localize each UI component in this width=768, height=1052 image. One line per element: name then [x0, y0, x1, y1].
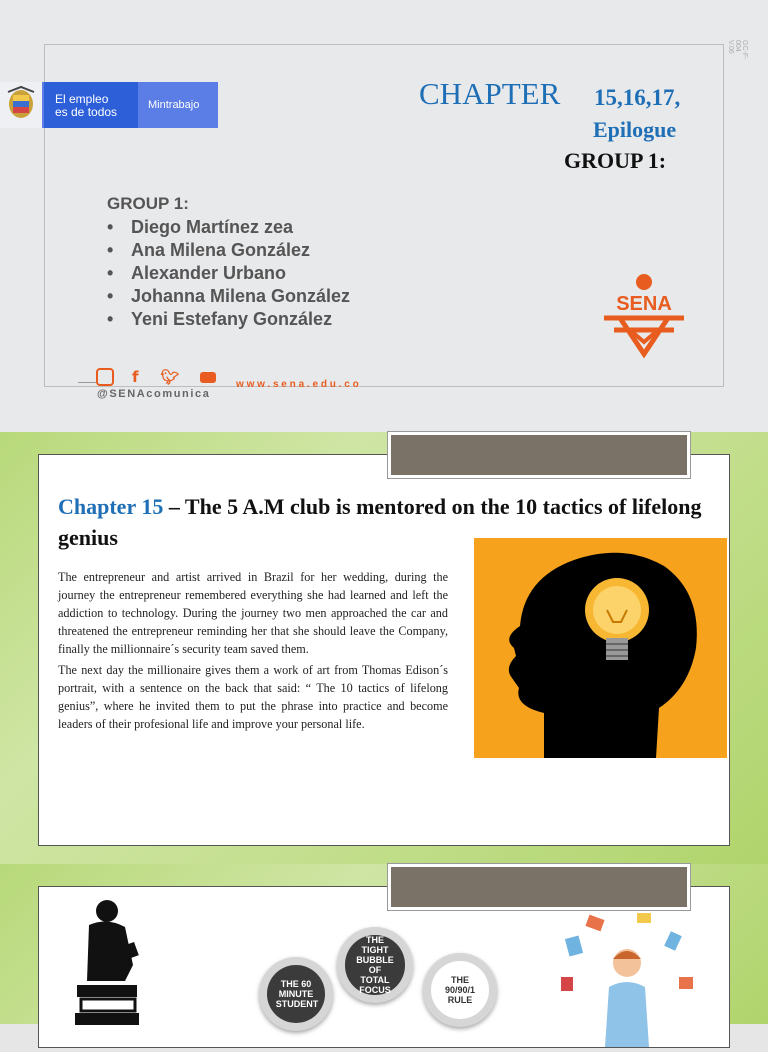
ministry-label: Mintrabajo — [148, 99, 200, 111]
chapter-word: CHAPTER — [419, 76, 561, 111]
divider — [78, 382, 96, 383]
chapter-numbers: 15,16,17, — [594, 85, 681, 110]
epilogue-label: Epilogue — [593, 117, 677, 142]
meditation-image — [547, 907, 707, 1047]
member-item: • Diego Martínez zea — [107, 216, 350, 239]
sena-logo — [600, 274, 688, 358]
group-heading: GROUP 1: — [564, 148, 667, 173]
twitter-icon[interactable]: 🐦︎ — [160, 368, 180, 387]
member-item: • Ana Milena González — [107, 239, 350, 262]
logo-line1: El empleo — [55, 92, 109, 106]
social-handle: @SENAcomunica — [97, 388, 211, 400]
chapter15-slide — [0, 432, 768, 864]
member-item: • Johanna Milena González — [107, 285, 350, 308]
paragraph: The entrepreneur and artist arrived in Brazil for her wedding, during the journey the entrepreneur remembered everything she had learned and left the addiction to technology. During the journey two men approached the car and threatened the entrepreneur reminding her that she should leave the Company, finally the millionnaire´s security team saved them. — [58, 570, 448, 656]
bubble-label: THE TIGHT BUBBLE OF TOTAL FOCUS — [356, 935, 394, 995]
member-item: • Yeni Estefany González — [107, 308, 350, 331]
member-item: • Alexander Urbano — [107, 262, 350, 285]
chapter15-label: Chapter 15 — [58, 494, 164, 519]
slide-tab — [388, 432, 690, 478]
cover-slide — [0, 0, 768, 432]
paragraph: The next day the millionaire gives them a work of art from Thomas Edison´s portrait, with a sentence on the back that said: “ The 10 tactics of lifelong genius”, where he invited them to put the phrase into practice and become leaders of their profesional life and improve your personal life. — [58, 663, 448, 731]
website-url[interactable]: www.sena.edu.co — [236, 379, 362, 390]
government-logo — [0, 82, 218, 128]
logo-line2: es de todos — [55, 105, 118, 119]
bubble-tight-bubble — [337, 927, 413, 1003]
members-list — [107, 216, 350, 331]
lightbulb-head-image — [474, 538, 727, 758]
bubble-label: THE 60 MINUTE STUDENT — [275, 979, 319, 1009]
youtube-icon[interactable] — [200, 372, 216, 383]
chapter15-body — [58, 568, 448, 736]
members-title: GROUP 1: — [107, 194, 189, 213]
document-code: GC-F-004 V.06 — [727, 40, 748, 60]
bubble-90-90-1-rule — [423, 953, 497, 1027]
instagram-icon[interactable] — [96, 368, 114, 386]
content-card — [38, 454, 730, 846]
reading-woman-image — [67, 895, 147, 1025]
facebook-icon[interactable]: f — [132, 368, 139, 387]
chapter15-subtitle: – The 5 A.M club is mentored on the 10 tactics of lifelong genius — [58, 494, 702, 550]
sena-logo-text: SENA — [616, 293, 672, 315]
tactics-slide — [0, 864, 768, 1024]
coat-of-arms-icon — [0, 82, 42, 128]
social-icons — [96, 368, 216, 386]
slide-tab — [388, 864, 690, 910]
bubble-label: THE 90/90/1 RULE — [444, 975, 476, 1005]
bubble-60-minute-student — [259, 957, 333, 1031]
